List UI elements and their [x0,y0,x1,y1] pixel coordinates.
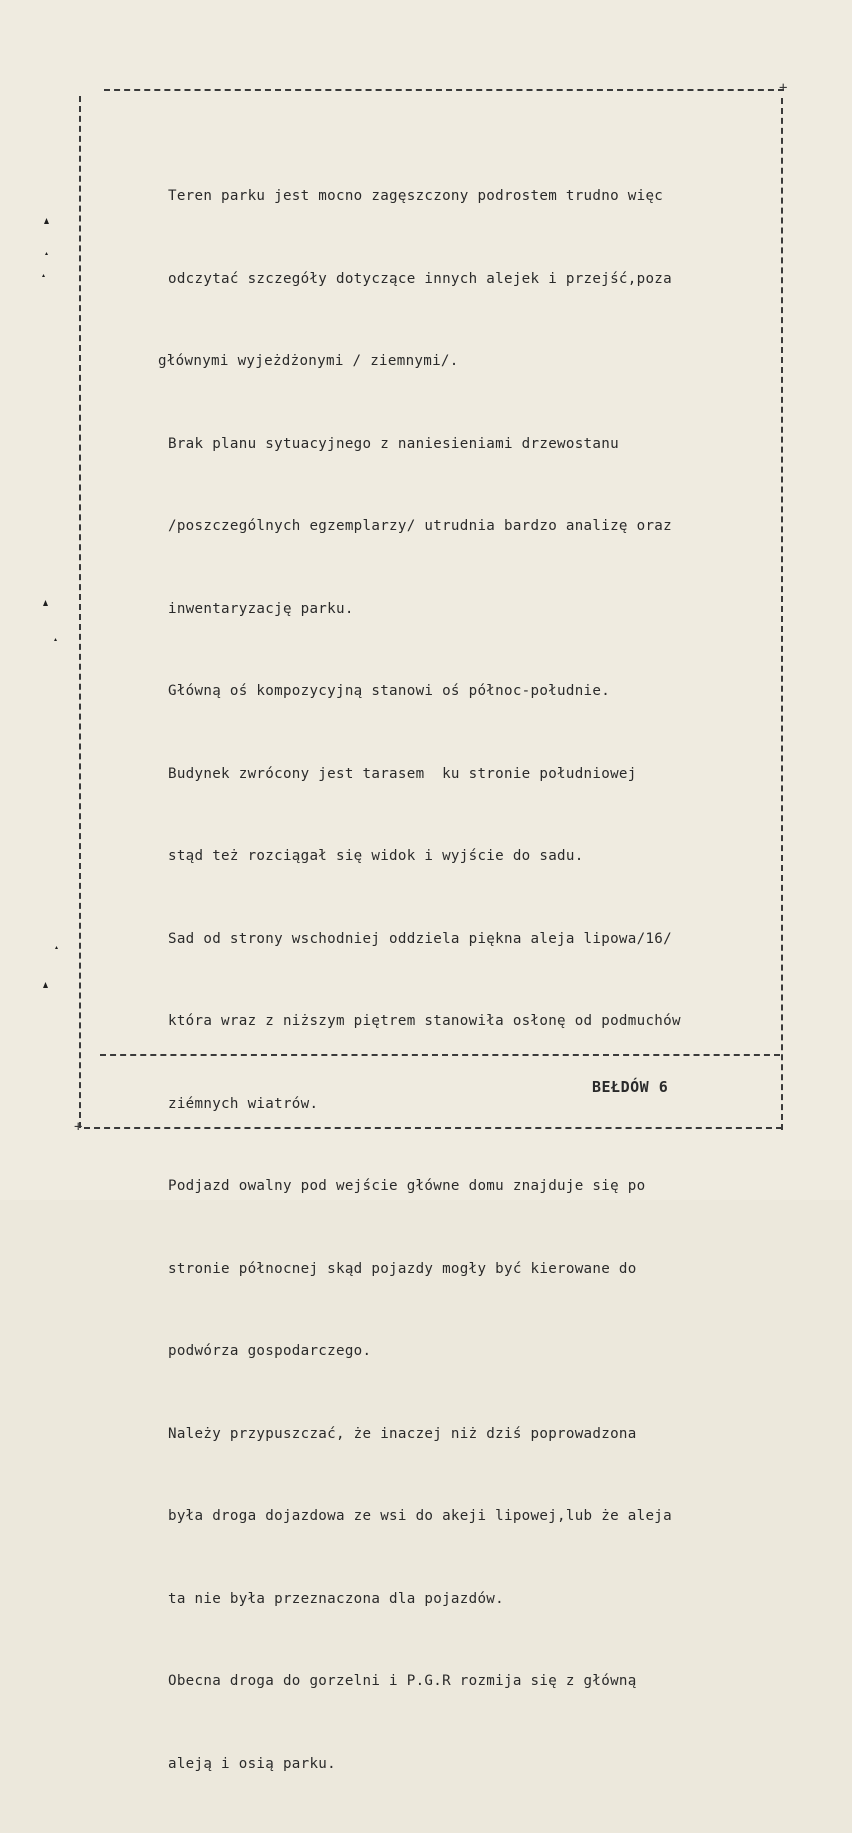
text-line: inwentaryzację parku. [168,600,354,617]
page-footer-label: BEŁDÓW 6 [592,1078,669,1096]
text-line: była droga dojazdowa ze wsi do akeji lipowej,lub że aleja [168,1508,672,1524]
text-line: Brak planu sytuacyjnego z naniesieniami drzewostanu [168,435,619,452]
margin-speck [55,946,58,949]
text-line: ta nie była przeznaczona dla pojazdów. [168,1590,504,1607]
text-line: stąd też rozciągał się widok i wyjście do sadu. [168,848,584,864]
text-line: aleją i osią parku. [168,1755,336,1772]
margin-speck [54,638,57,641]
body-text [158,128,788,1833]
frame-corner-bottom-left: + [74,1119,83,1135]
frame-top-border [104,89,784,91]
text-line: odczytać szczegóły dotyczące innych alejek i przejść,poza [168,270,672,287]
text-line: ziémnych wiatrów. [168,1095,319,1112]
text-line: głównymi wyjeżdżonymi / ziemnymi/. [158,353,459,369]
text-line: Budynek zwrócony jest tarasem ku stronie południowej [168,765,637,782]
text-line: Sad od strony wschodniej oddziela piękna aleja lipowa/16/ [168,930,672,947]
text-line: Obecna droga do gorzelni i P.G.R rozmija się z główną [168,1673,637,1689]
frame-corner-top-right: + [779,80,788,96]
margin-speck [43,982,48,988]
margin-speck [44,218,49,224]
margin-speck [45,252,48,255]
frame-left-border [79,96,81,1128]
margin-speck [43,600,48,606]
text-line: Główną oś kompozycyjną stanowi oś północ-południe. [168,683,611,699]
text-line: stronie północnej skąd pojazdy mogły być kierowane do [168,1260,637,1277]
text-line: /poszczególnych egzemplarzy/ utrudnia bardzo analizę oraz [168,518,672,534]
text-line: Należy przypuszczać, że inaczej niż dziś poprowadzona [168,1425,637,1442]
text-line: która wraz z niższym piętrem stanowiła osłonę od podmuchów [168,1013,681,1029]
text-line: Teren parku jest mocno zagęszczony podrostem trudno więc [168,188,664,204]
text-line: podwórza gospodarczego. [168,1343,372,1359]
margin-speck [42,274,45,277]
text-line: Podjazd owalny pod wejście główne domu znajduje się po [168,1178,646,1194]
